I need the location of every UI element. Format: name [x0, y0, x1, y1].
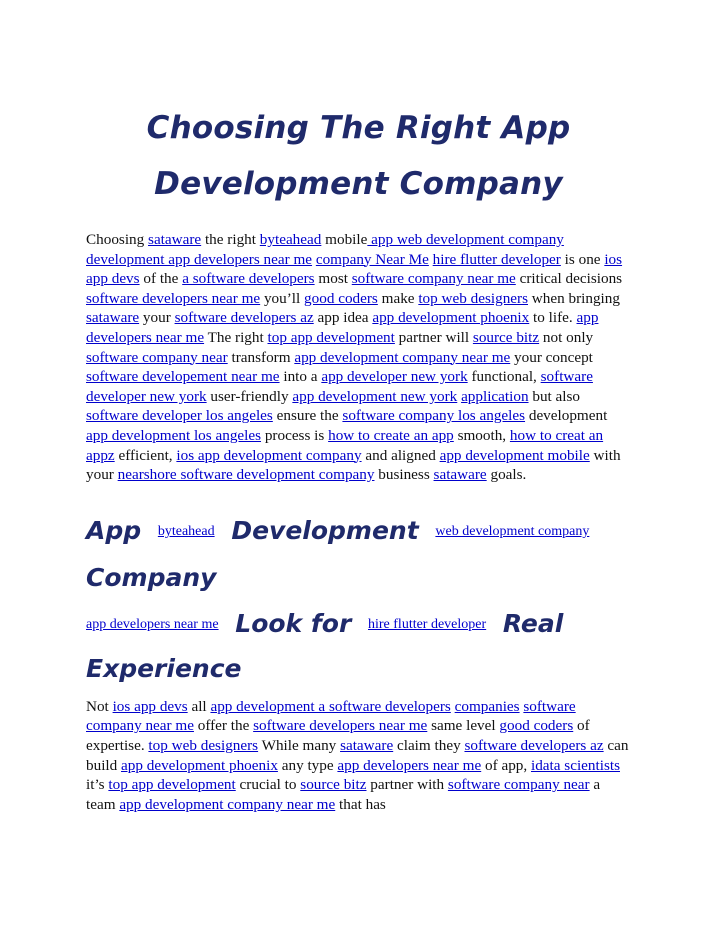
- body-text: Not: [86, 697, 113, 715]
- body-text: user-friendly: [206, 387, 293, 405]
- inline-link[interactable]: software developer new york: [86, 368, 593, 405]
- body-text: same level: [427, 717, 500, 735]
- body-text: ensure the: [272, 407, 343, 425]
- heading-word: App: [86, 515, 142, 545]
- body-text: not only: [539, 328, 594, 346]
- body-text: goals.: [486, 466, 527, 484]
- heading-word: Company: [86, 562, 217, 592]
- body-text: partner with: [366, 776, 448, 794]
- inline-link[interactable]: companies: [454, 697, 520, 715]
- body-text: a team: [86, 776, 601, 813]
- inline-link[interactable]: good coders: [304, 289, 378, 307]
- inline-link[interactable]: byteahead: [259, 231, 322, 248]
- inline-link[interactable]: application: [461, 387, 529, 405]
- inline-link[interactable]: source bitz: [300, 776, 367, 794]
- inline-link[interactable]: good coders: [499, 717, 574, 735]
- inline-link[interactable]: software developers az: [464, 736, 604, 754]
- inline-link[interactable]: how to creat an appz: [86, 426, 604, 464]
- body-text: to life.: [529, 309, 577, 327]
- inline-link[interactable]: top web designers: [418, 289, 528, 307]
- inline-link[interactable]: software developement near me: [86, 368, 280, 386]
- inline-link[interactable]: hire flutter developer: [432, 250, 561, 268]
- body-text: critical decisions: [515, 270, 623, 288]
- body-text: into a: [279, 368, 322, 386]
- body-text: it’s: [86, 776, 109, 794]
- body-text: The right: [204, 328, 268, 346]
- body-text: when bringing: [528, 289, 620, 307]
- section-heading-look-for-real-experience: [86, 604, 631, 693]
- inline-link[interactable]: app developers near me: [337, 756, 482, 774]
- inline-link[interactable]: software developers near me: [86, 289, 261, 307]
- inline-link[interactable]: software company near me: [86, 697, 576, 735]
- body-text: you’ll: [260, 289, 305, 307]
- body-text: of the: [139, 270, 183, 288]
- body-text: that has: [335, 795, 386, 813]
- inline-link[interactable]: software company near: [86, 348, 228, 366]
- inline-link[interactable]: sataware: [148, 231, 202, 248]
- inline-link[interactable]: app web development company development app developers near me: [86, 231, 564, 268]
- body-text: can build: [86, 736, 629, 774]
- heading-word: Real: [502, 608, 564, 638]
- body-text: development: [525, 407, 608, 425]
- body-text: crucial to: [235, 776, 301, 794]
- body-text: partner will: [394, 328, 473, 346]
- inline-link[interactable]: app development phoenix: [372, 309, 530, 327]
- inline-link[interactable]: app development company near me: [119, 795, 336, 813]
- inline-link[interactable]: app development company near me: [294, 348, 511, 366]
- body-text: While many: [258, 736, 341, 754]
- body-text: and aligned: [361, 446, 440, 464]
- body-text: mobile: [321, 231, 368, 248]
- heading-inline-link[interactable]: hire flutter developer: [368, 616, 487, 632]
- body-text: business: [374, 466, 434, 484]
- body-text: the right: [201, 231, 260, 248]
- inline-link[interactable]: app development new york: [292, 387, 458, 405]
- inline-link[interactable]: idata scientists: [530, 756, 620, 774]
- page-title-line2: Development Company: [154, 166, 563, 202]
- body-text: any type: [277, 756, 338, 774]
- inline-link[interactable]: top web designers: [148, 736, 259, 754]
- inline-link[interactable]: ios app development company: [176, 446, 362, 464]
- body-text: offer the: [193, 717, 254, 735]
- inline-link[interactable]: how to create an app: [328, 426, 454, 444]
- inline-link[interactable]: software developer los angeles: [86, 407, 273, 425]
- inline-link[interactable]: top app development: [108, 776, 236, 794]
- body-text: efficient,: [114, 446, 177, 464]
- body-text: make: [377, 289, 419, 307]
- body-text: app idea: [313, 309, 373, 327]
- inline-link[interactable]: software company near me: [351, 270, 516, 288]
- heading-inline-link[interactable]: web development company: [435, 523, 590, 539]
- inline-link[interactable]: ios app devs: [86, 250, 623, 288]
- body-text: claim they: [393, 736, 465, 754]
- heading-inline-link[interactable]: app developers near me: [86, 616, 219, 632]
- inline-link[interactable]: nearshore software development company: [117, 466, 375, 484]
- inline-link[interactable]: software company los angeles: [342, 407, 526, 425]
- inline-link[interactable]: top app development: [267, 328, 395, 346]
- body-text: functional,: [467, 368, 541, 386]
- inline-link[interactable]: company Near Me: [315, 250, 429, 268]
- experience-paragraph: [86, 697, 631, 815]
- heading-word: Development: [231, 515, 419, 545]
- inline-link[interactable]: sataware: [86, 309, 140, 327]
- inline-link[interactable]: sataware: [433, 466, 487, 484]
- page-title-line1: Choosing The Right App: [146, 110, 571, 146]
- body-text: but also: [528, 387, 581, 405]
- heading-word: Look for: [235, 608, 352, 638]
- body-text: transform: [227, 348, 295, 366]
- body-text: is one: [560, 250, 605, 268]
- body-text: most: [314, 270, 352, 288]
- body-text: process is: [261, 426, 329, 444]
- body-text: all: [187, 697, 211, 715]
- inline-link[interactable]: app development a software developers: [210, 697, 451, 715]
- body-text: with your: [86, 446, 621, 484]
- inline-link[interactable]: software company near: [447, 776, 590, 794]
- heading-word: Experience: [86, 653, 242, 683]
- intro-paragraph: [86, 230, 631, 485]
- inline-link[interactable]: software developers az: [174, 309, 314, 327]
- inline-link[interactable]: app development phoenix: [121, 756, 278, 774]
- document-page: [86, 0, 631, 814]
- inline-link[interactable]: app development los angeles: [86, 426, 262, 444]
- inline-link[interactable]: app developer new york: [321, 368, 468, 386]
- heading-inline-link[interactable]: byteahead: [157, 523, 215, 539]
- body-text: Choosing: [86, 231, 149, 248]
- body-text: your concept: [510, 348, 593, 366]
- inline-link[interactable]: source bitz: [472, 328, 540, 346]
- section-heading-app-development-company: [86, 511, 631, 604]
- inline-link[interactable]: app developers near me: [86, 309, 599, 346]
- inline-link[interactable]: a software developers: [182, 270, 315, 288]
- body-text: your: [139, 309, 175, 327]
- body-text: of app,: [481, 756, 531, 774]
- inline-link[interactable]: software developers near me: [253, 717, 428, 735]
- page-title: [86, 0, 631, 212]
- inline-link[interactable]: app development mobile: [439, 446, 590, 464]
- body-text: of expertise.: [86, 717, 590, 754]
- inline-link[interactable]: ios app devs: [112, 697, 188, 715]
- body-text: smooth,: [453, 426, 510, 444]
- inline-link[interactable]: sataware: [340, 736, 394, 754]
